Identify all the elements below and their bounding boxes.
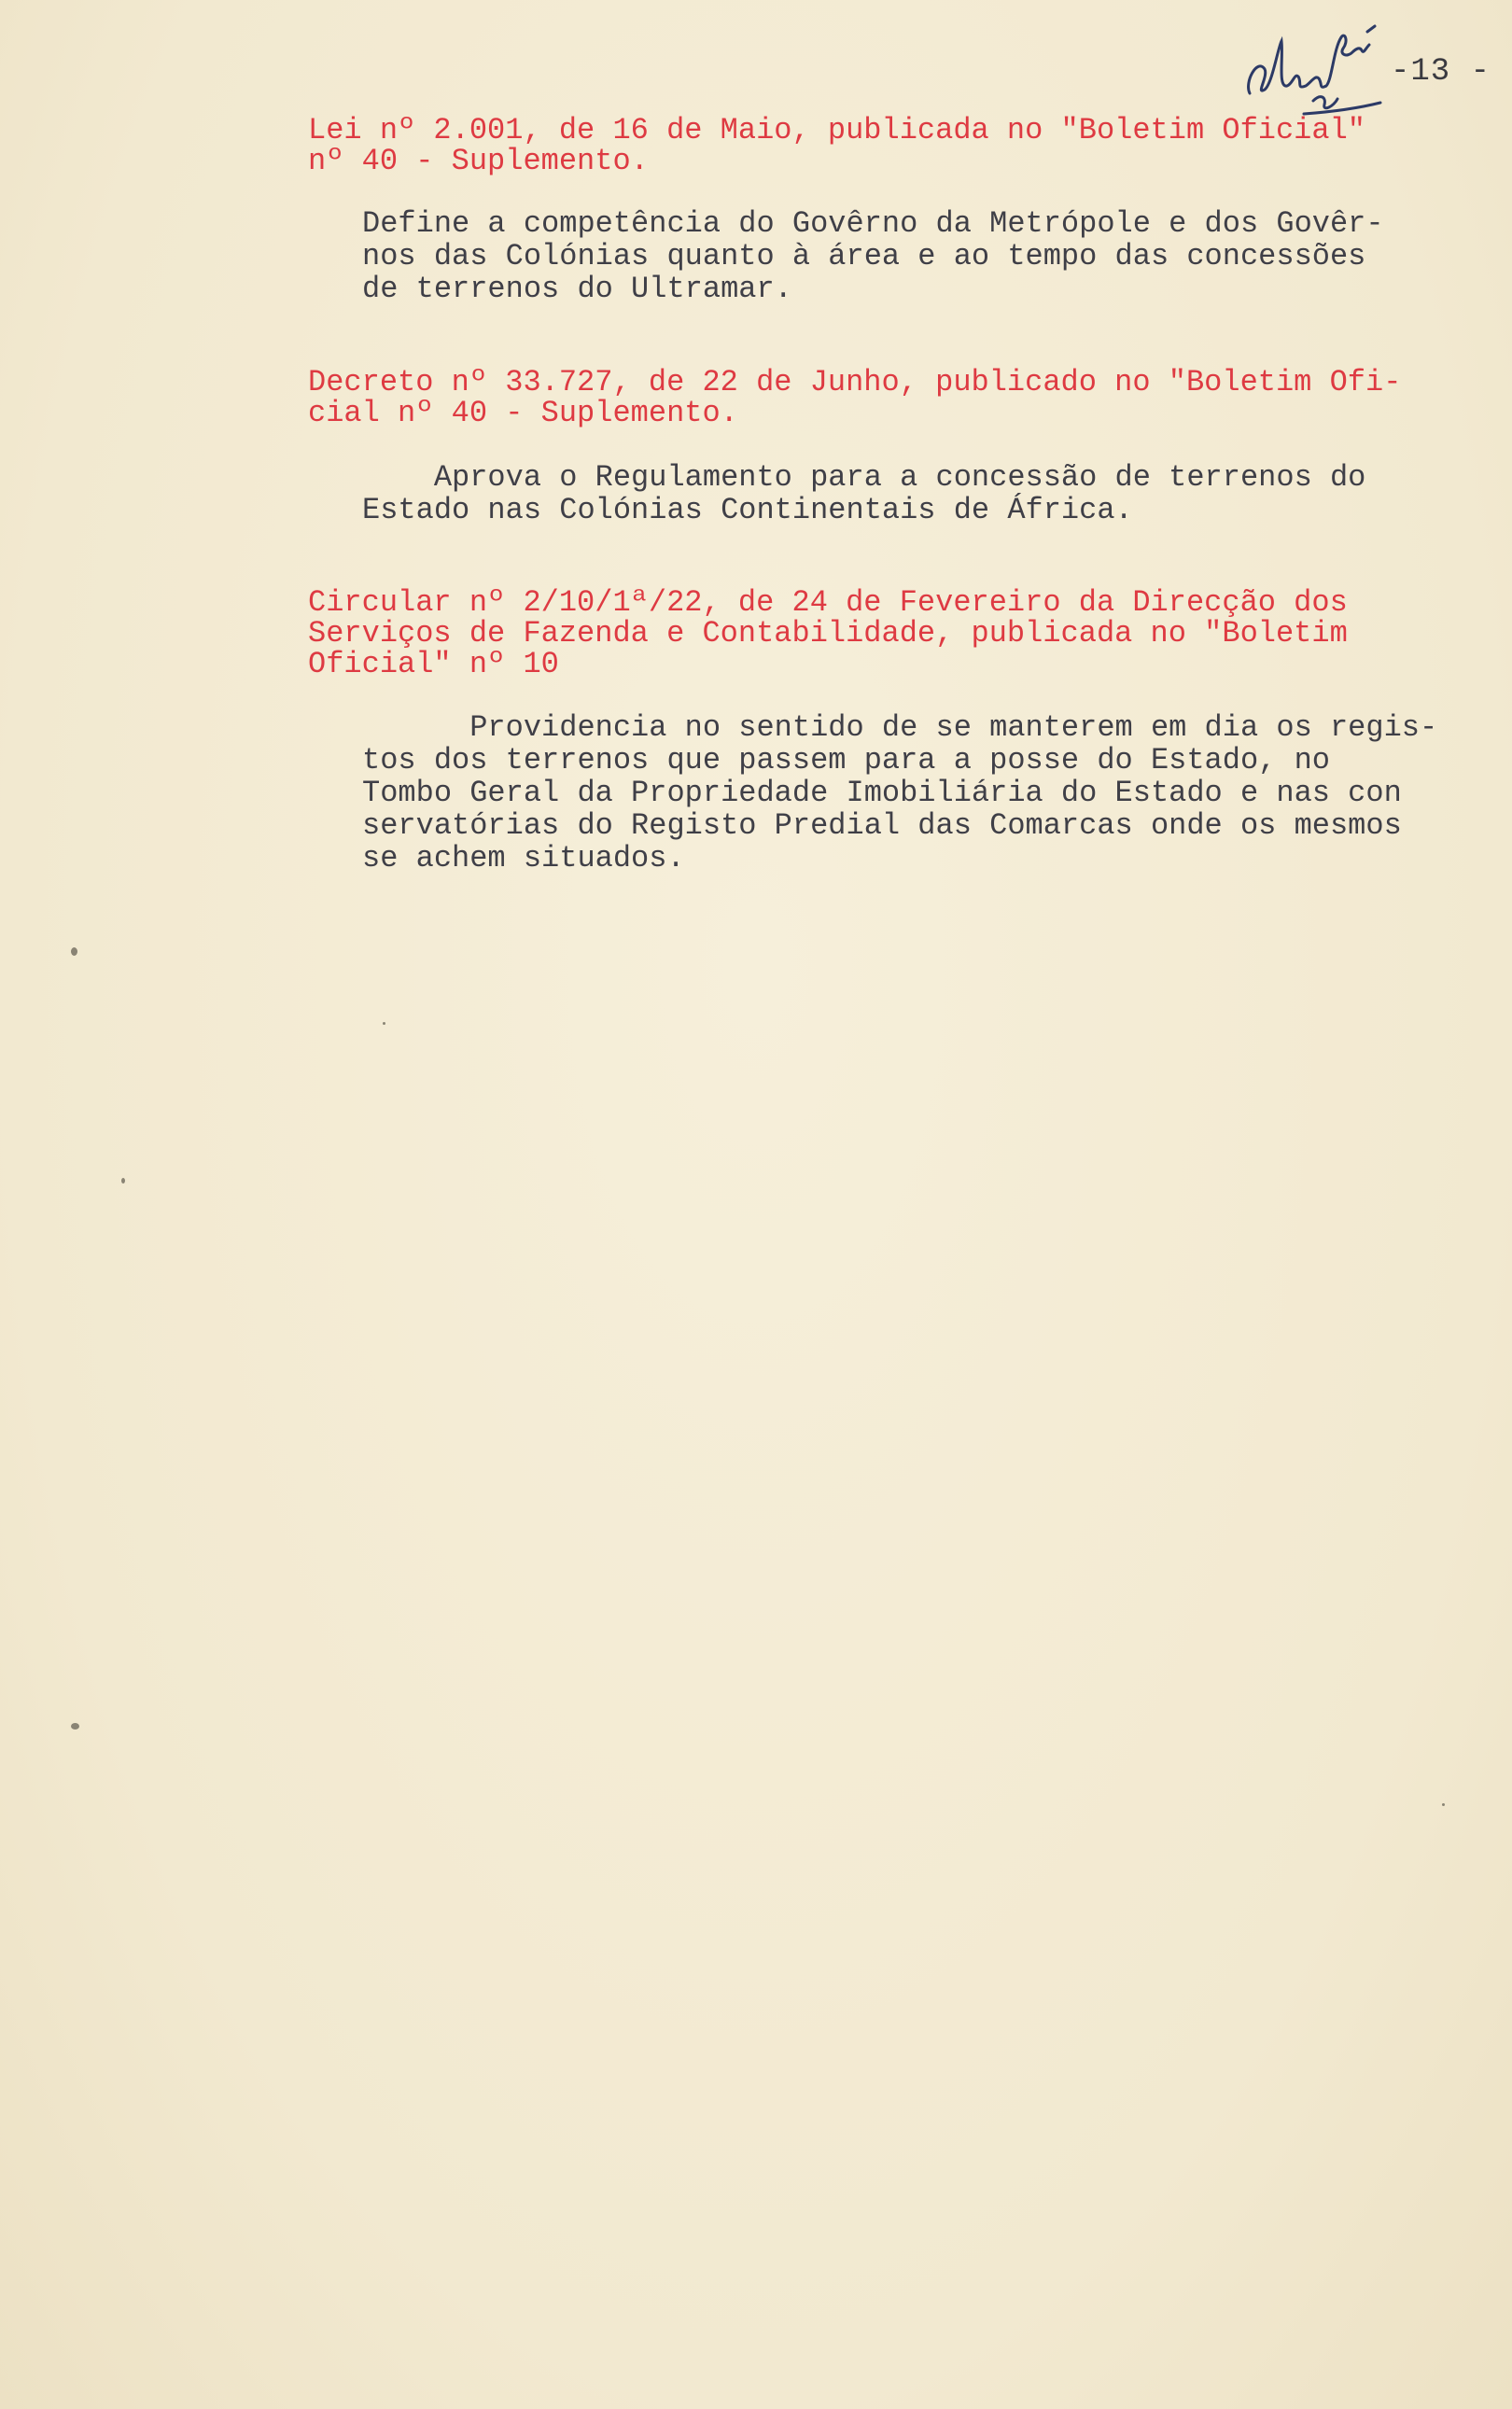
entry-body-line: Define a competência do Govêrno da Metrópole e dos Govêr- [362, 206, 1384, 241]
entry-body-line: de terrenos do Ultramar. [362, 272, 792, 306]
entry-title-line: nº 40 - Suplemento. [308, 144, 649, 178]
entry-body-line: Estado nas Colónias Continentais de África. [362, 493, 1133, 527]
paper-speck [71, 1723, 79, 1730]
entry-body-line: Aprova o Regulamento para a concessão de terrenos do [362, 460, 1366, 495]
entry-title-line: Decreto nº 33.727, de 22 de Junho, publicado no "Boletim Ofi- [308, 365, 1402, 399]
entry-title-line: Circular nº 2/10/1ª/22, de 24 de Fevereiro da Direcção dos [308, 585, 1348, 620]
entry-body [362, 711, 1463, 875]
paper-speck [71, 947, 77, 956]
entry-body-line: Tombo Geral da Propriedade Imobiliária do Estado e nas con [362, 776, 1402, 810]
entry-body-line: se achem situados. [362, 841, 685, 875]
handwritten-annotation [1237, 21, 1395, 123]
paper-speck [1442, 1803, 1445, 1806]
paper-speck [383, 1022, 385, 1025]
entry-body [362, 461, 1463, 526]
page-number: -13 - [1391, 54, 1491, 90]
entry-body-line: Providencia no sentido de se manterem em dia os regis- [362, 710, 1438, 745]
paper-speck [121, 1178, 125, 1183]
entry-body-line: nos das Colónias quanto à área e ao tempo das concessões [362, 239, 1366, 273]
entry-title [308, 367, 1456, 428]
entry-title-line: cial nº 40 - Suplemento. [308, 396, 738, 430]
entry-body [362, 207, 1463, 305]
entry-title-line: Oficial" nº 10 [308, 647, 559, 681]
entry-title-line: Serviços de Fazenda e Contabilidade, publicada no "Boletim [308, 616, 1348, 651]
entry-body-line: servatórias do Registo Predial das Comarcas onde os mesmos [362, 808, 1402, 843]
entry-title [308, 587, 1456, 679]
entry-title-line: Lei nº 2.001, de 16 de Maio, publicada no "Boletim Oficial" [308, 113, 1365, 147]
entry-title [308, 115, 1456, 176]
entry-body-line: tos dos terrenos que passem para a posse do Estado, no [362, 743, 1330, 777]
